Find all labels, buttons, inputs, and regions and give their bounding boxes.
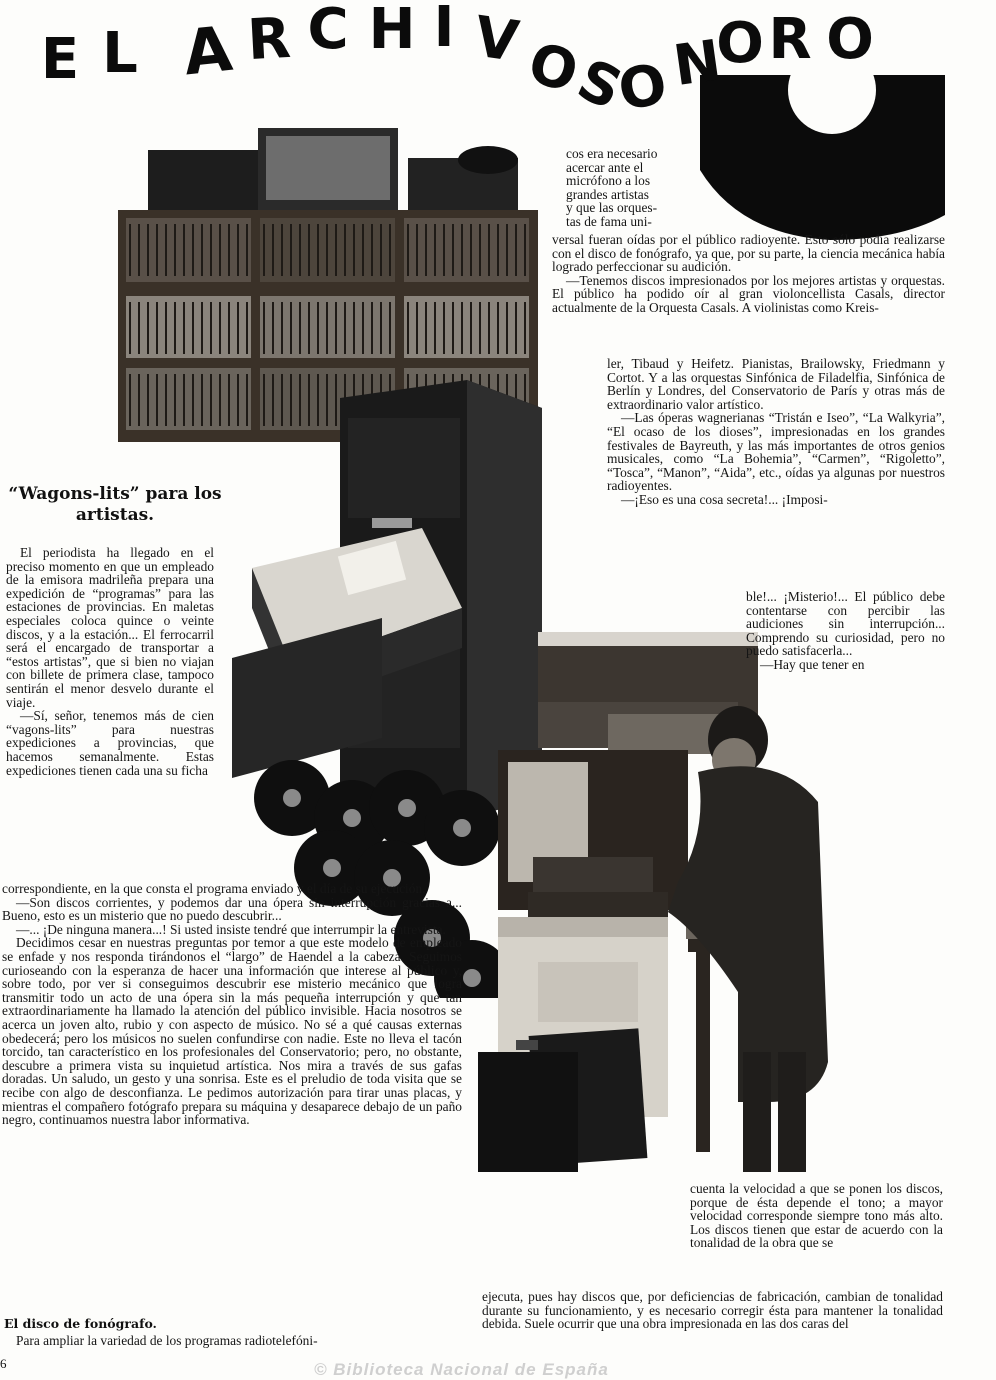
title-letter: N	[669, 28, 726, 100]
title-letter: O	[521, 30, 585, 107]
title-letter: R	[245, 5, 293, 74]
section-heading-disco: El disco de fonógrafo.	[4, 1316, 157, 1331]
bottom-right-narrow-text: cuenta la velocidad a que se ponen los discos, porque de ésta depende el tono; a mayor velocidad corresponde siempre tono más alto. Los discos tienen que estar de acuerdo con la tonalidad de la obra que se	[690, 1181, 943, 1251]
right-narrow-text: ble!... ¡Misterio!... El público debe contentarse con percibir las audiciones sin interrupción... Comprendo su curiosidad, pero no puedo satisfacerla... —Hay que tener en	[746, 589, 945, 672]
right-wide-text: versal fueran oídas por el público radioyente. Esto sólo podía realizarse con el disco de fonógrafo, ya que, por su parte, la ciencia mecánica había logrado perfeccionar su audición. —Tenemos discos impresionados por los mejores artistas y orquestas. El público ha podido oír al gran violoncellista Casals, director actualmente de la Orquesta Casals. A violinistas como Kreis-	[552, 232, 945, 315]
title-letter: L	[102, 21, 138, 86]
section-heading-wagons-lits: “Wagons-lits” para los artistas.	[8, 484, 222, 525]
title-letter: E	[40, 27, 80, 92]
page-number: 6	[0, 1356, 7, 1371]
title-letter: V	[470, 4, 523, 75]
title-letter: O	[716, 11, 764, 76]
phonograph-operator-photo	[438, 632, 958, 1172]
right-mid-text: ler, Tibaud y Heifetz. Pianistas, Brailowsky, Friedmann y Cortot. Y a las orquestas Sinfónica de Filadelfia, Sinfónica de Berlín y Londres, del Conservatorio de París y otras más de extraordinario valor artístico. —Las óperas wagnerianas “Tristán e Iseo”, “La Walkyria”, “El ocaso de los dioses”, impresionadas en los grandes festivales de Bayreuth, y las más importantes de otros genios musicales, como “La Bohemia”, “Carmen”, “Rigoletto”, “Tosca”, “Manon”, “Aida”, etc., oídas ya algunas por nuestros radioyentes. —¡Eso es una cosa secreta!... ¡Imposi-	[607, 356, 945, 507]
section2-text: Para ampliar la variedad de los programas radiotelefóni-	[16, 1333, 318, 1348]
title-letter: O	[826, 7, 874, 72]
title-letter: O	[613, 51, 672, 124]
title-letter: I	[433, 0, 455, 60]
title-letter: C	[307, 0, 349, 62]
watermark: © Biblioteca Nacional de España	[314, 1360, 609, 1379]
bottom-right-wide-text: ejecuta, pues hay discos que, por deficiencias de fabricación, cambian de tonalidad durante su funcionamiento, y es necesario corregir ésta para mantener la tonalidad debida. Suele ocurrir que una obra impresionada en las dos caras del	[482, 1289, 943, 1332]
left-column-text: El periodista ha llegado en el preciso momento en que un empleado de la emisora madrileña prepara una expedición de “programas” para las estaciones de provincias. En maletas especiales coloca quince o veinte discos, y a la estación... El ferrocarril será el encargado de transportar a “estos artistas”, que si bien no viajan con billete de primera clase, tampoco sentirán el menor desvelo durante el viaje. —Sí, señor, tenemos más de cien “vagons-lits” para nuestras expediciones a provincias, que hacemos semanalmente. Estas expediciones tienen cada una su ficha	[6, 545, 214, 778]
title-letter: A	[180, 11, 236, 90]
title-letter: S	[567, 47, 632, 123]
title-letter: H	[368, 0, 416, 62]
title-letter: R	[768, 7, 812, 72]
left-wide-text: correspondiente, en la que consta el programa enviado y el día de su ejecución. —Son discos corrientes, y podemos dar una ópera sin interrupción gracias a... Bueno, esto es un misterio que no puedo descubrir... —... ¡De ninguna manera...! Si usted insiste tendré que interrumpir la entrevista. Decidimos cesar en nuestras preguntas por temor a que este modelo de empleado se enfade y nos responda tirándonos el “largo” de Haendel a la cabeza. Seguimos curioseando con la esperanza de hacer una información que interese al público y, sobre todo, por ver si conseguimos descubrir ese misterio mecánico que logra transmitir todo un acto de una ópera sin la más pequeña interrupción y que tan extraordinariamente ha llamado la atención del público invisible. Hacia nosotros se acerca un joven alto, rubio y con aspecto de músico. No sé a qué causas externas obedecerá; pero los músicos no suelen confundirse con nadie. Este no lleva el tacón torcido, tan característico en los profesionales del Conservatorio; pero, no obstante, descubre a primera vista su inquietud artística. Nos mira a través de sus gafas doradas. Un saludo, un gesto y una sonrisa. Este es el preludio de toda visita que se recibe con algo de desconfianza. Le pedimos autorización para tirar unas placas, y mientras el compañero fotógrafo prepara su máquina y desaparece debajo de un paño negro, continuamos nuestra labor informativa.	[2, 881, 462, 1128]
right-top-text: cos era necesario acercar ante el micrófono a los grandes artistas y que las orques- tas de fama uni-	[566, 146, 658, 229]
